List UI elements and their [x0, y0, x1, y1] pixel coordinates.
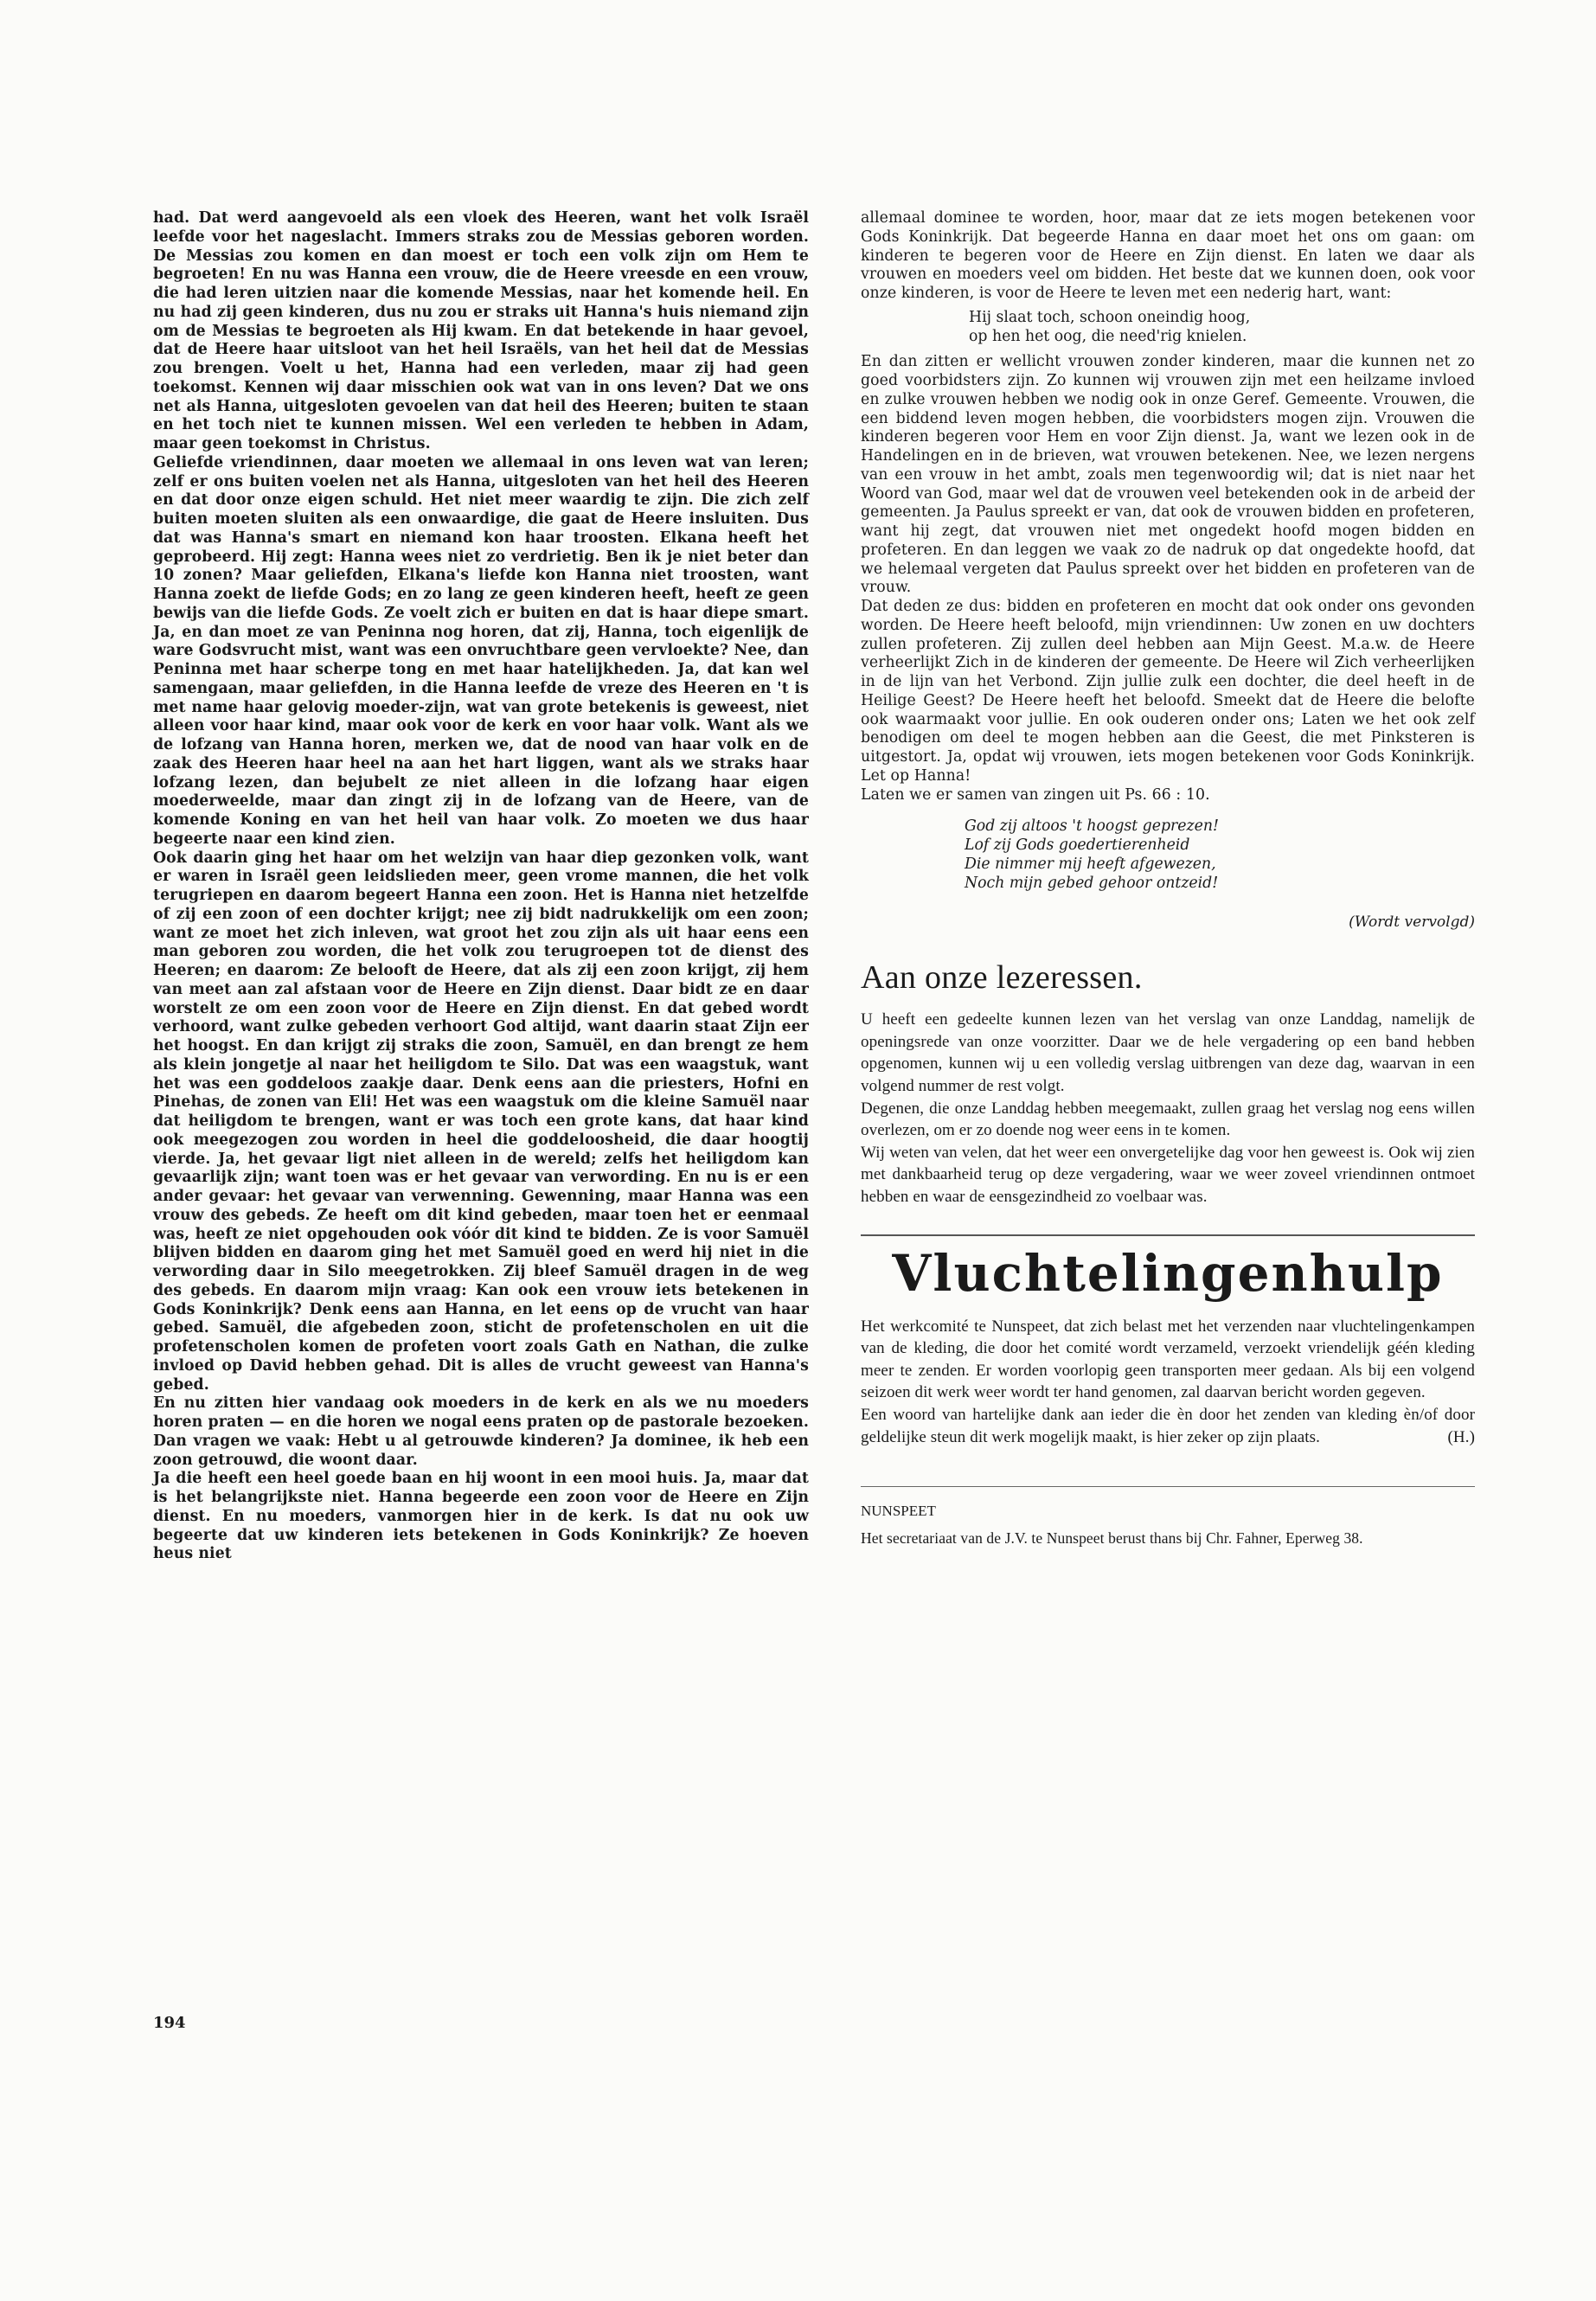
- right-paragraph: En dan zitten er wellicht vrouwen zonder kinderen, maar die kunnen net zo goed voorbidsters zijn. Zo kunnen wij vrouwen zijn met een heilzame invloed en zulke vrouwen hebben we nodig ook in onze Geref. Gemeente. Vrouwen, die een biddend leven mogen hebben, die voorbidsters mogen zijn. Vrouwen die kinderen begeren voor Hem en voor Zijn dienst. Ja, want we lezen ook in de Handelingen en in de brieven, wat vrouwen betekenen. Nee, we lezen nergens van een vrouw in het ambt, zoals men tegenwoordig wil; dat is niet naar het Woord van God, maar wel dat de vrouwen veel betekenden ook in de arbeid der gemeenten. Ja Paulus spreekt er van, dat ook de vrouwen bidden en profeteren, want hij zegt, dat vrouwen niet met ongedekt hoofd mogen bidden en profeteren. En dan leggen we vaak zo de nadruk op dat ongedekte hoofd, dat we helemaal vergeten dat Paulus spreekt over het bidden en profeteren van de vrouw.: [861, 353, 1475, 597]
- verse-line: Die nimmer mij heeft afgewezen,: [965, 856, 1216, 874]
- left-paragraph: Geliefde vriendinnen, daar moeten we allemaal in ons leven wat van leren; zelf er ons buiten voelen net als Hanna, uitgesloten van het heil des Heeren en dat door onze eigen schuld. Het niet meer waardig te zijn. Die zich zelf buiten moeten sluiten als een onwaardige, die gaat de Heere insluiten. Dus dat was Hanna's smart en niemand kon haar troosten. Elkana heeft het geprobeerd. Hij zegt: Hanna wees niet zo verdrietig. Ben ik je niet beter dan 10 zonen? Maar geliefden, Elkana's liefde kon Hanna niet troosten, want Hanna zoekt de liefde Gods; en zo lang ze geen kinderen heeft, heeft ze geen bewijs van die liefde Gods. Ze voelt zich er buiten en dat is haar diepe smart. Ja, en dan moet ze van Peninna nog horen, dat zij, Hanna, toch eigenlijk de ware Godsvrucht mist, want was een onvruchtbare geen vervloekte? Nee, dan Peninna met haar scherpe tong en met haar hatelijkheden. Ja, dat kan wel samengaan, maar geliefden, in die Hanna leefde de vreze des Heeren en 't is met name haar gelovig moeder-zijn, wat van grote betekenis is geweest, niet alleen voor haar kind, maar ook voor de kerk en voor haar volk. Want als we de lofzang van Hanna horen, merken we, dat de nood van haar volk en de zaak des Heeren haar heel na aan het hart liggen, want als we straks haar lofzang lezen, dan bejubelt ze niet alleen in die lofzang haar eigen moederweelde, maar dan zingt zij in de lofzang van de Heere, van de komende Koning en van het heil van haar volk. Zo moeten we dus haar begeerte naar een kind zien.: [153, 453, 809, 848]
- right-paragraph: allemaal dominee te worden, hoor, maar dat ze iets mogen betekenen voor Gods Koninkrijk. Dat begeerde Hanna en daar moet het ons om gaan: om kinderen te begeren voor de Heere en Zijn dienst. En laten we daar als vrouwen en moeders veel om bidden. Het beste dat we kunnen doen, ook voor onze kinderen, is voor de Heere te leven met een nederig hart, want:: [861, 209, 1475, 302]
- right-paragraph: Dat deden ze dus: bidden en profeteren en mocht dat ook onder ons gevonden worden. De Heere heeft beloofd, mijn vriendinnen: Uw zonen en uw dochters zullen profeteren. Zij zullen deel hebben aan Mijn Geest. M.a.w. de Heere verheerlijkt Zich in de kinderen der gemeente. De Heere wil Zich verheerlijken in de lijn van het Verbond. Zijn jullie zulk een dochter, die deel heeft in de Heilige Geest? De Heere heeft het beloofd. Smeekt dat de Heere die belofte ook waarmaakt voor jullie. En ook ouderen onder ons; Laten we het ook zelf benodigen om deel te mogen hebben aan die Geest, die met Pinksteren is uitgestort. Ja, opdat wij vrouwen, iets mogen betekenen voor Gods Koninkrijk. Let op Hanna!: [861, 598, 1475, 785]
- right-paragraph: Laten we er samen van zingen uit Ps. 66 : 10.: [861, 785, 1210, 804]
- verse-line: Lof zij Gods goedertierenheid: [965, 836, 1190, 855]
- lezeressen-paragraph: Degenen, die onze Landdag hebben meegemaakt, zullen graag het verslag nog eens willen overlezen, om er zo doende nog weer eens in te komen.: [861, 1099, 1475, 1140]
- continued-note: (Wordt vervolgd): [1349, 913, 1475, 932]
- lezeressen-paragraph: Wij weten van velen, dat het weer een onvergetelijke dag voor hen geweest is. Ook wij zien met dankbaarheid terug op deze vergadering, waar we weer zoveel vriendinnen ontmoet hebben en waar de eensgezindheid zo voelbaar was.: [861, 1143, 1475, 1206]
- vluchtelingenhulp-paragraph: [861, 1404, 1475, 1448]
- verse-line: Noch mijn gebed gehoor ontzeid!: [965, 875, 1219, 893]
- left-paragraph: had. Dat werd aangevoeld als een vloek des Heeren, want het volk Israël leefde voor het nageslacht. Immers straks zou de Messias geboren worden. De Messias zou komen en dan moest er toch een volk zijn om Hem te begroeten! En nu was Hanna een vrouw, die de Heere vreesde en een vrouw, die had leren uitzien naar die komende Messias, naar het komende heil. En nu had zij geen kinderen, dus nu zou er straks uit Hanna's huis niemand zijn om de Messias te begroeten als Hij kwam. En dat betekende in haar gevoel, dat de Heere haar uitsloot van het heil Israëls, van het heil dat de Messias zou brengen. Voelt u het, Hanna had een verleden, maar zij had geen toekomst. Kennen wij daar misschien ook wat van in ons leven? Dat we ons net als Hanna, uitgesloten gevoelen van dat heil des Heeren; buiten te staan en het toch niet te kunnen missen. Wel een verleden te hebben in Adam, maar geen toekomst in Christus.: [153, 209, 809, 452]
- vluchtelingenhulp-paragraph: Het werkcomité te Nunspeet, dat zich belast met het verzenden naar vluchtelingenkampen van de kleding, die door het comité wordt verzameld, verzoekt vriendelijk géén kleding meer te zenden. Er worden voorlopig geen transporten meer gedaan. Als bij een volgend seizoen dit werk weer wordt ter hand genomen, zal daarvan bericht worden gegeven.: [861, 1317, 1475, 1402]
- section-divider: [861, 1234, 1475, 1236]
- vluchtelingenhulp-title: Vluchtelingenhulp: [892, 1243, 1444, 1303]
- hymn-verse: [969, 309, 1475, 347]
- verse-line: Hij slaat toch, schoon oneindig hoog,: [969, 308, 1251, 326]
- lezeressen-section: [861, 958, 1475, 1208]
- vluchtelingenhulp-text: Een woord van hartelijke dank aan ieder die èn door het zenden van kleding èn/of door geldelijke steun dit werk mogelijk maakt, is hier zeker op zijn plaats.: [861, 1405, 1475, 1446]
- verse-line: God zij altoos 't hoogst geprezen!: [965, 817, 1219, 836]
- lezeressen-paragraph: U heeft een gedeelte kunnen lezen van het verslag van onze Landdag, namelijk de openingsrede van onze voorzitter. Daar we de hele vergadering op een band hebben opgenomen, kunnen wij u een volledig verslag uitbrengen van deze dag, waarvan in een volgend nummer de rest volgt.: [861, 1010, 1475, 1096]
- left-paragraph: En nu zitten hier vandaag ook moeders in de kerk en als we nu moeders horen praten — en die horen we nogal eens praten op de pastorale bezoeken. Dan vragen we vaak: Hebt u al getrouwde kinderen? Ja dominee, ik heb een zoon getrouwd, die woont daar.: [153, 1394, 809, 1469]
- signature: (H.): [1447, 1427, 1475, 1446]
- left-paragraph: Ook daarin ging het haar om het welzijn van haar diep gezonken volk, want er waren in Israël geen leidslieden meer, geen vrome mannen, die het volk terugriepen en daarom begeert Hanna een zoon. Het is Hanna niet hetzelfde of zij een zoon of een dochter krijgt; nee zij bidt nadrukkelijk om een zoon; want ze moet het zich inleven, wat groot het zou zijn als uit haar eens een man geboren zou worden, die het volk zou terugroepen tot de dienst des Heeren; en daarom: Ze belooft de Heere, dat als zij een zoon krijgt, zij hem van meet aan zal afstaan voor de Heere en Zijn dienst. Daar bidt ze en daar worstelt ze om een zoon voor de Heere en Zijn dienst. En dat gebed wordt verhoord, want zulke gebeden verhoort God altijd, want daarin staat Zijn eer het hoogst. En dan krijgt zij straks die zoon, Samuël, en dan brengt ze hem als klein jongetje al naar het heiligdom te Silo. Dat was een waagstuk, want het was een goddeloos zaakje daar. Denk eens aan die priesters, Hofni en Pinehas, de zonen van Eli! Het was een waagstuk om die kleine Samuël naar dat heiligdom te brengen, want er was toch een grote kans, dat haar kind ook meegezogen zou worden in heel die goddeloosheid, die daar hoogtij vierde. Ja, het gevaar ligt niet alleen in de wereld; zelfs het heiligdom kan gevaarlijk zijn; want toen was er het gevaar van verwording. En nu is er een ander gevaar: het gevaar van verwenning. Gewenning, maar Hanna was een vrouw des gebeds. Ze heeft om dit kind gebeden, maar toen het er eenmaal was, heeft ze niet opgehouden ook vóór dit kind te bidden. Ze is voor Samuël blijven bidden en daarom ging het met Samuël goed en werd hij niet in die verwording daar in Silo meegetrokken. Zij bleef Samuël dragen in de weg des gebeds. En daarom mijn vraag: Kan ook een vrouw iets betekenen in Gods Koninkrijk? Denk eens aan Hanna, en let eens op de vrucht van haar gebed. Samuël, die afgebeden zoon, sticht de profetenscholen en uit die profetenscholen komen de profeten voort zoals Gath en Nathan, die zulke invloed op David hebben gehad. Dit is alles de vrucht geweest van Hanna's gebed.: [153, 849, 809, 1394]
- nunspeet-section: [861, 1503, 1475, 1548]
- lezeressen-title: Aan onze lezeressen.: [861, 959, 1143, 997]
- vluchtelingenhulp-section: [861, 1245, 1475, 1449]
- left-paragraph: Ja die heeft een heel goede baan en hij woont in een mooi huis. Ja, maar dat is het belangrijkste niet. Hanna begeerde een zoon voor de Heere en Zijn dienst. En nu moeders, vanmorgen hier in de kerk. Is dat nu ook uw begeerte dat uw kinderen iets betekenen in Gods Koninkrijk? Ze hoeven heus niet: [153, 1470, 809, 1563]
- verse-line: op hen het oog, die need'rig knielen.: [969, 327, 1247, 345]
- nunspeet-heading: NUNSPEET: [861, 1503, 936, 1520]
- psalm-verse: [965, 817, 1475, 893]
- nunspeet-text: Het secretariaat van de J.V. te Nunspeet berust thans bij Chr. Fahner, Eperweg 38.: [861, 1529, 1363, 1548]
- right-column: [861, 209, 1475, 1548]
- page-number: 194: [153, 2014, 186, 2032]
- left-column: [153, 209, 809, 1564]
- section-divider: [861, 1486, 1475, 1487]
